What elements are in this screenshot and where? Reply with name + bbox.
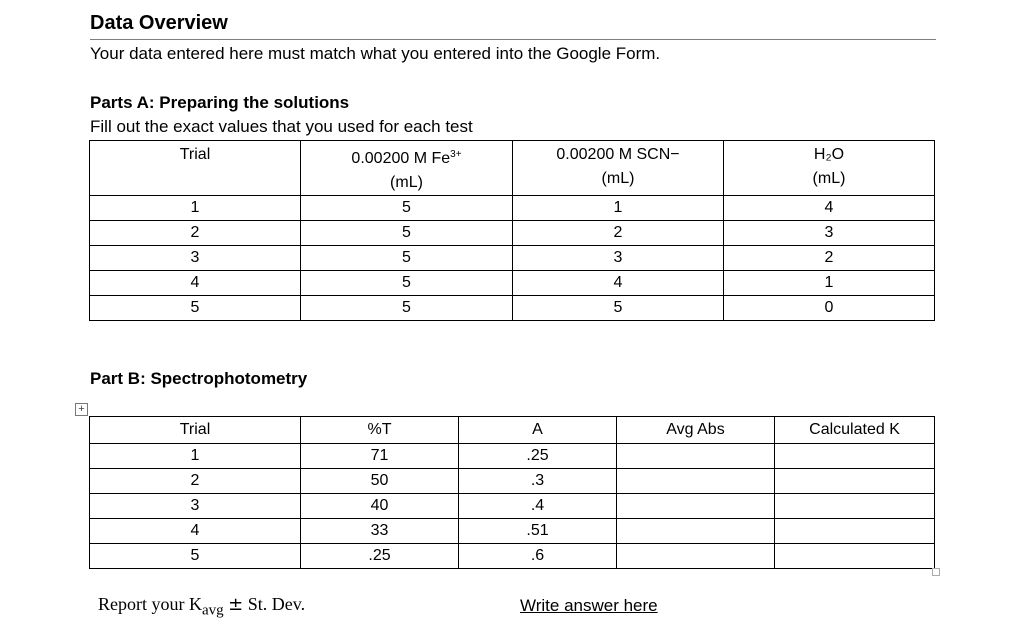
part-b-heading: Part B: Spectrophotometry	[90, 369, 308, 388]
table-row	[90, 544, 935, 569]
cell-percent-t[interactable]: 71	[301, 444, 459, 469]
part-a-header-trial[interactable]	[90, 141, 301, 196]
cell-trial[interactable]: 2	[90, 221, 301, 246]
write-answer-link[interactable]: Write answer here	[520, 596, 658, 615]
part-a-note: Fill out the exact values that you used for each test	[90, 117, 473, 136]
part-b-header-row	[90, 417, 935, 444]
cell-scn[interactable]: 1	[513, 196, 724, 221]
header-h2o-unit: (mL)	[812, 170, 846, 187]
cell-fe[interactable]: 5	[301, 196, 513, 221]
cell-avg-abs[interactable]	[617, 444, 775, 469]
cell-avg-abs[interactable]	[617, 519, 775, 544]
table-row	[90, 494, 935, 519]
part-a-header-row	[90, 141, 935, 196]
cell-scn[interactable]: 2	[513, 221, 724, 246]
cell-fe[interactable]: 5	[301, 221, 513, 246]
part-b-header-trial[interactable]: Trial	[90, 417, 301, 444]
cell-absorbance[interactable]: .6	[459, 544, 617, 569]
cell-h2o[interactable]: 3	[724, 221, 935, 246]
cell-avg-abs[interactable]	[617, 469, 775, 494]
cell-trial[interactable]: 3	[90, 494, 301, 519]
cell-trial[interactable]: 4	[90, 271, 301, 296]
table-resize-handle-icon[interactable]	[932, 568, 940, 576]
part-a-table	[89, 140, 935, 321]
cell-avg-abs[interactable]	[617, 494, 775, 519]
report-k-symbol: K	[188, 594, 202, 614]
cell-scn[interactable]: 3	[513, 246, 724, 271]
report-suffix: St. Dev.	[243, 594, 306, 614]
table-row	[90, 246, 935, 271]
cell-scn[interactable]: 5	[513, 296, 724, 321]
table-row	[90, 444, 935, 469]
cell-percent-t[interactable]: 33	[301, 519, 459, 544]
cell-h2o[interactable]: 2	[724, 246, 935, 271]
cell-absorbance[interactable]: .4	[459, 494, 617, 519]
cell-fe[interactable]: 5	[301, 296, 513, 321]
plus-minus-symbol: ±	[228, 594, 244, 615]
cell-absorbance[interactable]: .3	[459, 469, 617, 494]
cell-calculated-k[interactable]	[775, 444, 935, 469]
table-row	[90, 196, 935, 221]
table-row	[90, 221, 935, 246]
header-scn-unit: (mL)	[601, 170, 635, 187]
cell-trial[interactable]: 2	[90, 469, 301, 494]
page-subtitle: Your data entered here must match what you entered into the Google Form.	[90, 44, 661, 63]
part-b-header-absorbance[interactable]: A	[459, 417, 617, 444]
table-row	[90, 519, 935, 544]
cell-trial[interactable]: 5	[90, 296, 301, 321]
cell-calculated-k[interactable]	[775, 469, 935, 494]
part-b-header-percent-t[interactable]: %T	[301, 417, 459, 444]
cell-avg-abs[interactable]	[617, 544, 775, 569]
cell-trial[interactable]: 1	[90, 196, 301, 221]
part-b-header-avg-abs[interactable]: Avg Abs	[617, 417, 775, 444]
header-fe-label: 0.00200 M Fe	[351, 150, 451, 167]
cell-calculated-k[interactable]	[775, 494, 935, 519]
table-move-handle-icon[interactable]: +	[75, 403, 88, 416]
header-fe-charge: 3+	[450, 149, 462, 160]
cell-calculated-k[interactable]	[775, 519, 935, 544]
table-row	[90, 469, 935, 494]
cell-calculated-k[interactable]	[775, 544, 935, 569]
part-a-header-scn[interactable]	[513, 141, 724, 196]
part-b-table	[89, 416, 935, 569]
cell-fe[interactable]: 5	[301, 271, 513, 296]
header-scn-label: 0.00200 M SCN−	[556, 146, 680, 163]
header-fe-unit: (mL)	[390, 174, 423, 191]
part-a-header-fe[interactable]	[301, 141, 513, 196]
page-title: Data Overview	[90, 12, 228, 34]
report-instruction	[98, 594, 305, 620]
title-divider	[90, 39, 936, 40]
cell-trial[interactable]: 5	[90, 544, 301, 569]
cell-trial[interactable]: 1	[90, 444, 301, 469]
cell-trial[interactable]: 3	[90, 246, 301, 271]
cell-h2o[interactable]: 1	[724, 271, 935, 296]
cell-percent-t[interactable]: .25	[301, 544, 459, 569]
cell-trial[interactable]: 4	[90, 519, 301, 544]
cell-percent-t[interactable]: 40	[301, 494, 459, 519]
cell-percent-t[interactable]: 50	[301, 469, 459, 494]
part-a-header-h2o[interactable]	[724, 141, 935, 196]
header-trial-label: Trial	[179, 146, 211, 163]
table-row	[90, 271, 935, 296]
part-a-heading: Parts A: Preparing the solutions	[90, 93, 350, 112]
header-h2o-label: H₂O	[813, 146, 845, 163]
part-b-header-calculated-k[interactable]: Calculated K	[775, 417, 935, 444]
cell-h2o[interactable]: 0	[724, 296, 935, 321]
cell-absorbance[interactable]: .25	[459, 444, 617, 469]
cell-scn[interactable]: 4	[513, 271, 724, 296]
cell-absorbance[interactable]: .51	[459, 519, 617, 544]
table-row	[90, 296, 935, 321]
report-prefix: Report your	[98, 594, 189, 614]
report-k-subscript: avg	[201, 602, 224, 619]
cell-fe[interactable]: 5	[301, 246, 513, 271]
cell-h2o[interactable]: 4	[724, 196, 935, 221]
